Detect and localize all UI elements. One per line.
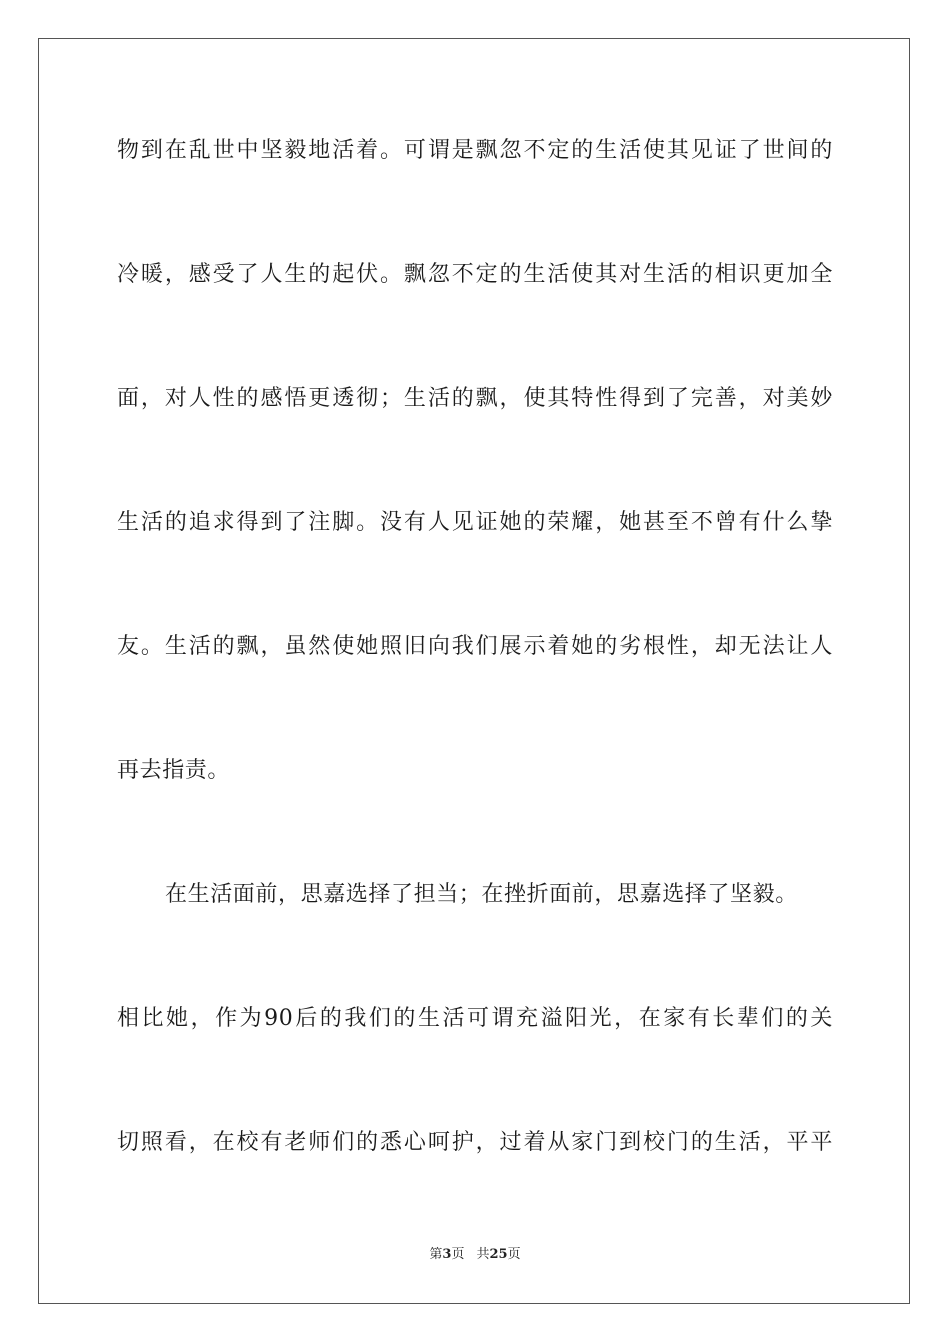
page-footer xyxy=(0,1246,950,1264)
text-line-4: 生活的追求得到了注脚。没有人见证她的荣耀，她甚至不曾有什么挚 xyxy=(117,510,833,535)
text-line-1: 物到在乱世中坚毅地活着。可谓是飘忽不定的生活使其见证了世间的 xyxy=(117,138,833,163)
text-line-5: 友。生活的飘，虽然使她照旧向我们展示着她的劣根性，却无法让人 xyxy=(117,634,833,659)
total-suffix: 页 xyxy=(507,1247,521,1262)
page-prefix: 第 xyxy=(429,1247,443,1262)
text-line-7: 在生活面前，思嘉选择了担当；在挫折面前，思嘉选择了坚毅。 xyxy=(165,882,798,907)
page-number: 3 xyxy=(442,1247,452,1262)
text-line-3: 面，对人性的感悟更透彻；生活的飘，使其特性得到了完善，对美妙 xyxy=(117,386,833,411)
text-line-2: 冷暖，感受了人生的起伏。飘忽不定的生活使其对生活的相识更加全 xyxy=(117,262,833,287)
text-line-8: 相比她，作为90后的我们的生活可谓充溢阳光，在家有长辈们的关 xyxy=(117,1006,833,1031)
total-prefix: 共 xyxy=(476,1247,490,1262)
page-suffix: 页 xyxy=(451,1247,465,1262)
text-line-6: 再去指责。 xyxy=(117,758,231,783)
total-pages: 25 xyxy=(489,1247,508,1262)
page-border xyxy=(38,38,910,1304)
text-line-9: 切照看，在校有老师们的悉心呵护，过着从家门到校门的生活，平平 xyxy=(117,1130,833,1155)
